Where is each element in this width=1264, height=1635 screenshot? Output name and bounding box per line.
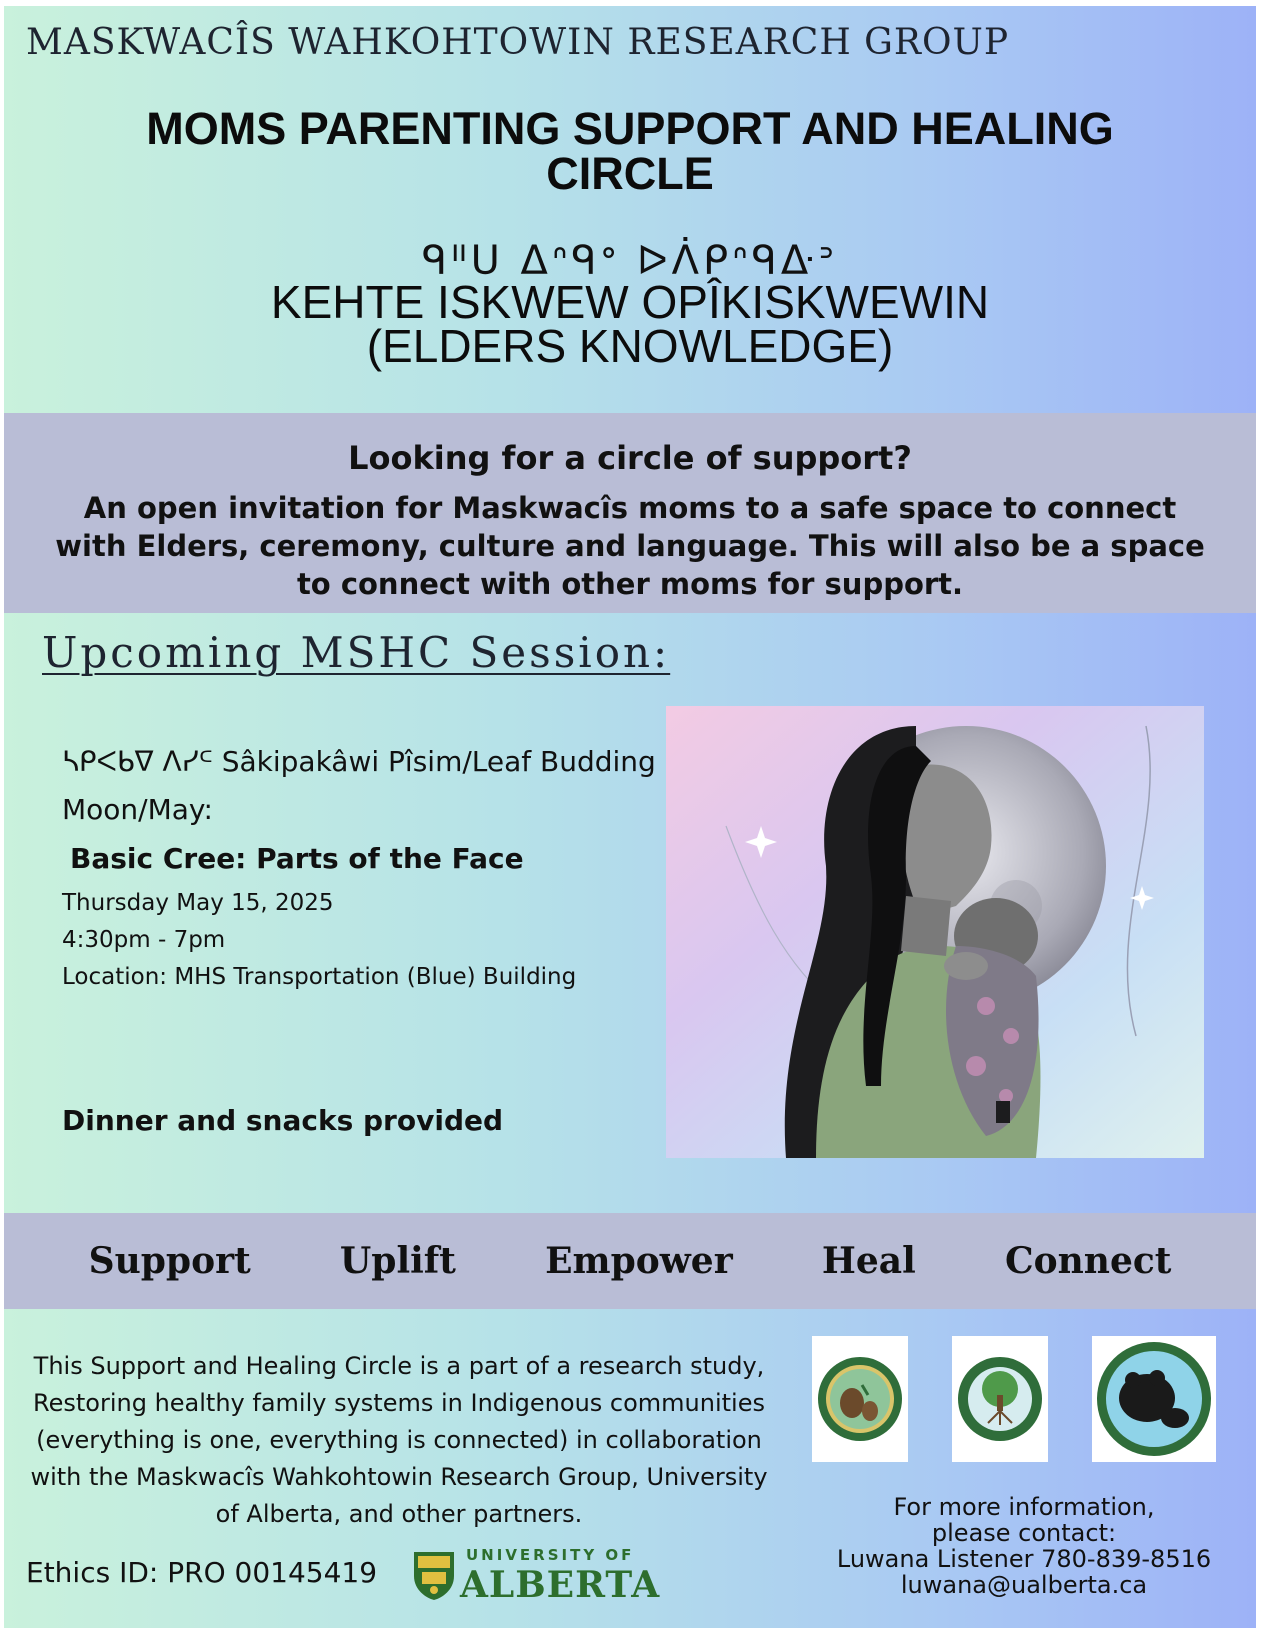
invitation-text: An open invitation for Maskwacîs moms to a safe space to connect with Elders, ceremony, culture and language. This will also be a space to connect with other moms for support. xyxy=(55,491,1205,601)
poster xyxy=(4,6,1256,1628)
tree-logo xyxy=(952,1336,1048,1462)
session-details xyxy=(62,738,662,996)
session-info xyxy=(62,885,662,996)
ualberta-crest-icon xyxy=(412,1550,456,1602)
org-name: MASKWACÎS WAHKOHTOWIN RESEARCH GROUP xyxy=(26,22,1010,63)
event-title: MOMS PARENTING SUPPORT AND HEALING CIRCLE xyxy=(146,103,1114,199)
session-heading: Upcoming MSHC Session: xyxy=(42,628,671,677)
syllabics-title: ᑫᐦᑌ ᐃᐢᑫᐤ ᐅᐲᑭᐢᑫᐏᐣ xyxy=(422,238,838,284)
session-time: 4:30pm - 7pm xyxy=(62,927,226,953)
invitation-band xyxy=(4,413,1256,613)
ualberta-large-text: ALBERTA xyxy=(460,1564,661,1606)
session-moon: ᓴᑭᐸᑲᐁ ᐱᓯᒼ Sâkipakâwi Pîsim/Leaf Budding Moon/May: xyxy=(62,745,656,826)
contact-info xyxy=(824,1494,1224,1598)
tree-roots-logo-icon xyxy=(956,1355,1044,1443)
bear-logo-icon xyxy=(1095,1340,1213,1458)
study-description: This Support and Healing Circle is a part of a research study, Restoring healthy family systems in Indigenous communities (everything is one, everything is connected) in collaboration with the Maskwacîs Wahkohtowin Research Group, University of Alberta, and other partners. xyxy=(30,1352,768,1528)
contact-email[interactable]: luwana@ualberta.ca xyxy=(900,1571,1148,1599)
dinner-note: Dinner and snacks provided xyxy=(62,1104,504,1137)
value-support: Support xyxy=(88,1240,251,1282)
value-connect: Connect xyxy=(1004,1240,1172,1282)
values-list xyxy=(4,1213,1256,1309)
value-heal: Heal xyxy=(821,1240,916,1282)
session-location: Location: MHS Transportation (Blue) Building xyxy=(62,964,577,990)
contact-intro: For more information, please contact: xyxy=(893,1493,1155,1547)
session-topic: Basic Cree: Parts of the Face xyxy=(70,842,524,875)
ethics-id: Ethics ID: PRO 00145419 xyxy=(26,1556,378,1589)
value-empower: Empower xyxy=(545,1240,733,1282)
session-date: Thursday May 15, 2025 xyxy=(62,890,334,916)
beaver-logo xyxy=(812,1336,908,1462)
beaver-logo-icon xyxy=(816,1355,904,1443)
mother-baby-illustration xyxy=(666,706,1204,1158)
value-uplift: Uplift xyxy=(339,1240,456,1282)
contact-name-phone: Luwana Listener 780-839-8516 xyxy=(836,1545,1212,1573)
ualberta-logo xyxy=(412,1542,661,1612)
invitation-question: Looking for a circle of support? xyxy=(348,439,912,477)
ualberta-small-text: UNIVERSITY OF xyxy=(466,1546,635,1564)
bear-logo xyxy=(1092,1336,1216,1462)
values-band xyxy=(4,1213,1256,1309)
cree-title: KEHTE ISKWEW OPÎKISKWEWIN (ELDERS KNOWLEDGE) xyxy=(270,276,990,372)
mother-kissing-baby-illustration-icon xyxy=(666,706,1204,1158)
